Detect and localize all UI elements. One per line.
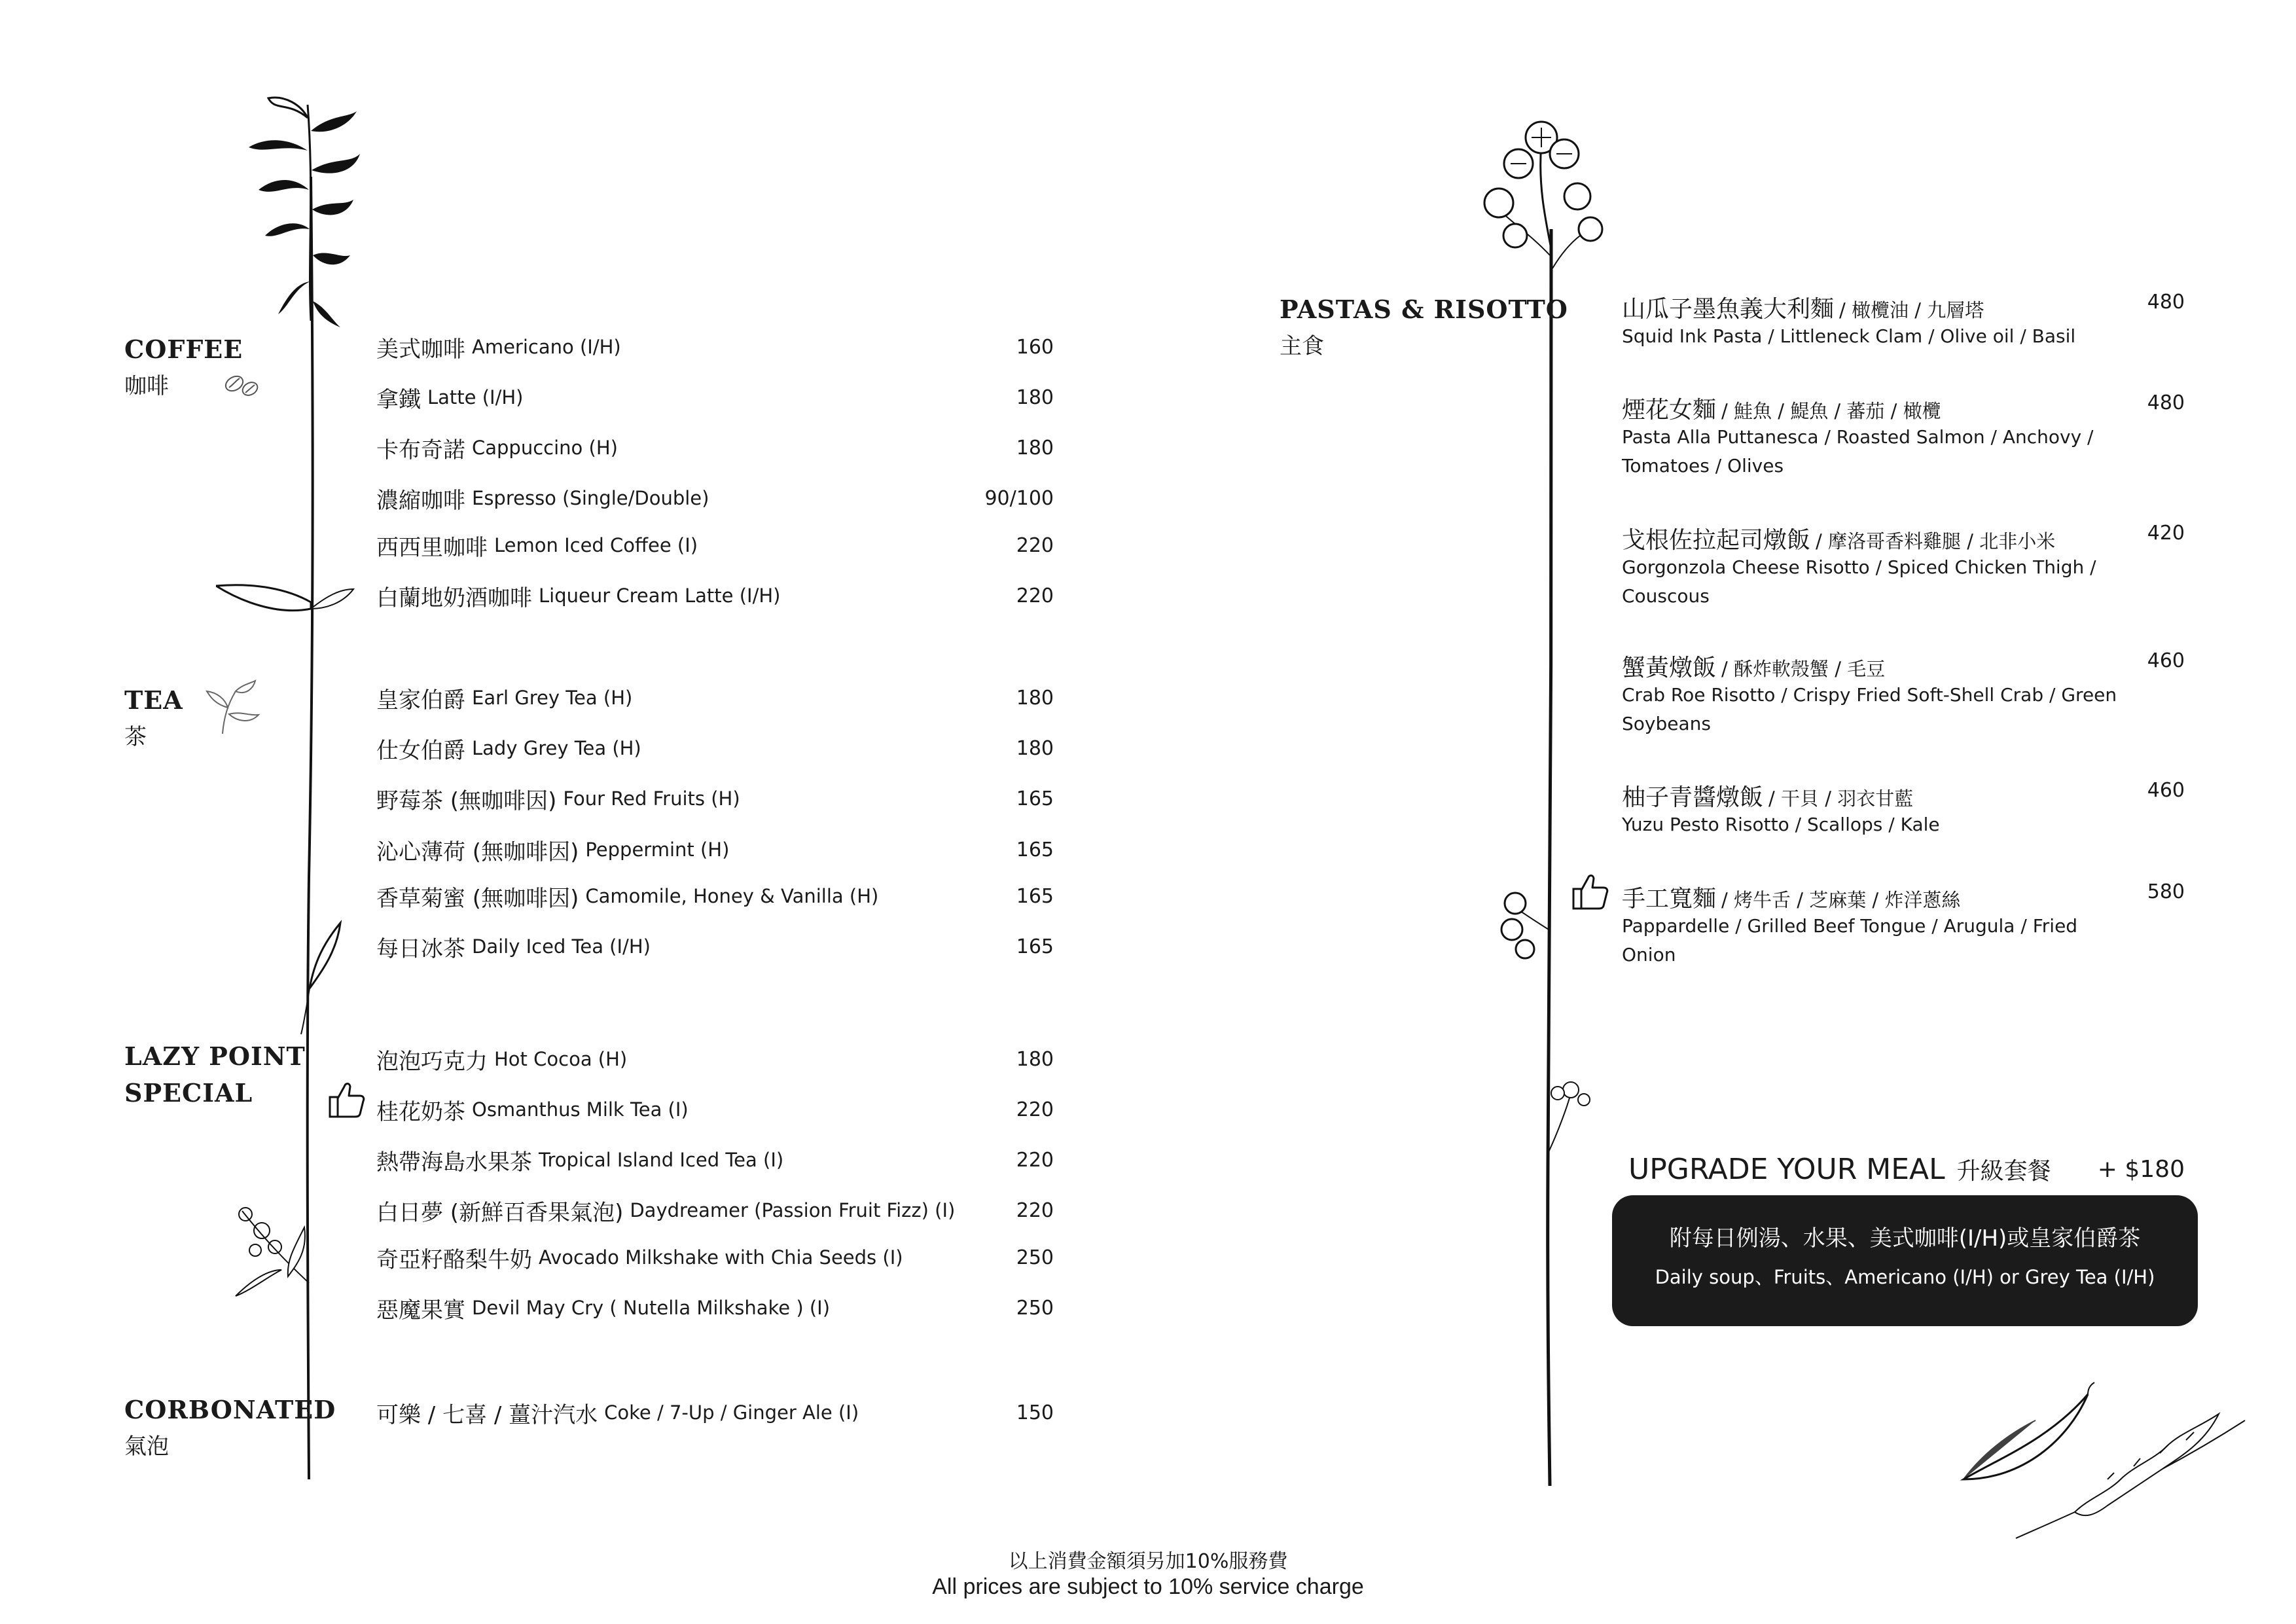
item-name-en: Coke / 7-Up / Ginger Ale (I)	[604, 1401, 859, 1424]
item-name-zh: 手工寬麵	[1622, 886, 1717, 912]
item-name-en: Avocado Milkshake with Chia Seeds (I)	[539, 1246, 903, 1269]
menu-item	[1622, 880, 2185, 969]
item-name-zh: 皇家伯爵	[376, 687, 465, 713]
item-price: 580	[2147, 880, 2185, 903]
upgrade-info-box	[1612, 1195, 2198, 1326]
item-name-en: Gorgonzola Cheese Risotto / Spiced Chicken Thigh / Couscous	[1622, 556, 2096, 607]
item-price: 180	[1016, 386, 1054, 409]
item-name-en: Daily Iced Tea (I/H)	[472, 935, 651, 958]
upgrade-title-zh: 升級套餐	[1956, 1157, 2051, 1185]
item-name-zh: 蟹黃燉飯	[1622, 655, 1717, 681]
item-price: 165	[1016, 884, 1054, 908]
item-price: 420	[2147, 522, 2185, 545]
item-name-zh: 香草菊蜜 (無咖啡因)	[376, 885, 579, 912]
upgrade-desc-en: Daily soup、Fruits、Americano (I/H) or Grey Tea (I/H)	[1655, 1266, 2155, 1288]
item-price: 180	[1016, 436, 1054, 460]
menu-item	[376, 1041, 1054, 1077]
item-name-en: Lemon Iced Coffee (I)	[494, 534, 698, 556]
item-name-en: Espresso (Single/Double)	[472, 487, 709, 509]
footer-note-zh: 以上消費金額須另加10%服務費	[1008, 1550, 1288, 1573]
section-special	[124, 1038, 306, 1111]
item-name-zh: 濃縮咖啡	[376, 487, 465, 514]
item-name-en: Earl Grey Tea (H)	[472, 687, 633, 709]
item-name-en: Four Red Fruits (H)	[563, 787, 740, 810]
item-name-zh: 沁心薄荷 (無咖啡因)	[376, 839, 579, 865]
item-name-zh: 惡魔果實	[376, 1297, 465, 1324]
item-name-zh: 可樂 / 七喜 / 薑汁汽水	[376, 1401, 598, 1428]
item-price: 165	[1016, 935, 1054, 958]
item-name-zh: 仕女伯爵	[376, 737, 465, 764]
item-name-en: Crab Roe Risotto / Crispy Fried Soft-Shell Crab / Green Soybeans	[1622, 684, 2117, 734]
arugula-illustration	[1957, 1381, 2258, 1551]
item-name-zh: 每日冰茶	[376, 935, 465, 962]
section-title: COFFEE	[124, 334, 243, 364]
item-price: 460	[2147, 649, 2185, 672]
section-pastas	[1280, 291, 1568, 360]
item-price: 150	[1016, 1401, 1054, 1424]
menu-item	[376, 577, 1054, 614]
item-name-zh: 西西里咖啡	[376, 534, 488, 561]
menu-item	[376, 1142, 1054, 1178]
item-name-en: Pasta Alla Puttanesca / Roasted Salmon / Anchovy / Tomatoes / Olives	[1622, 426, 2094, 477]
item-price: 180	[1016, 736, 1054, 760]
item-name-zh: 戈根佐拉起司燉飯	[1622, 527, 1811, 554]
item-price: 220	[1016, 533, 1054, 557]
item-name-en: Hot Cocoa (H)	[494, 1048, 628, 1070]
item-name-en: Squid Ink Pasta / Littleneck Clam / Olive oil / Basil	[1622, 325, 2076, 347]
item-price: 480	[2147, 291, 2185, 314]
item-desc-zh: / 摩洛哥香料雞腿 / 北非小米	[1816, 530, 2056, 552]
upgrade-desc-zh: 附每日例湯、水果、美式咖啡(I/H)或皇家伯爵茶	[1669, 1225, 2141, 1252]
item-name-zh: 柚子青醬燉飯	[1622, 784, 1764, 811]
upgrade-title: UPGRADE YOUR MEAL	[1628, 1152, 1945, 1186]
item-name-zh: 熱帶海島水果茶	[376, 1149, 532, 1176]
menu-item	[376, 831, 1054, 868]
menu-item	[376, 527, 1054, 564]
section-title-line1: LAZY POINT	[124, 1041, 306, 1071]
item-name-zh: 白日夢 (新鮮百香果氣泡)	[376, 1199, 624, 1226]
item-name-en: Daydreamer (Passion Fruit Fizz) (I)	[630, 1199, 956, 1221]
item-desc-zh: / 干貝 / 羽衣甘藍	[1768, 787, 1914, 810]
item-name-en: Peppermint (H)	[585, 839, 730, 861]
item-desc-zh: / 橄欖油 / 九層塔	[1839, 299, 1984, 321]
menu-item	[376, 928, 1054, 965]
item-name-zh: 泡泡巧克力	[376, 1048, 488, 1075]
thumbs-up-icon	[1571, 872, 1609, 911]
item-name-zh: 煙花女麵	[1622, 397, 1717, 424]
menu-item	[1622, 649, 2185, 738]
menu-item	[376, 1192, 1054, 1229]
section-carbonated	[124, 1392, 336, 1460]
item-price: 220	[1016, 1098, 1054, 1121]
item-price: 180	[1016, 686, 1054, 710]
menu-item	[1622, 522, 2185, 611]
item-name-zh: 美式咖啡	[376, 336, 465, 363]
footer-note-en: All prices are subject to 10% service charge	[932, 1574, 1364, 1599]
coffee-beans-icon	[221, 370, 262, 399]
item-price: 180	[1016, 1047, 1054, 1071]
menu-item	[1622, 291, 2185, 351]
menu-item	[376, 1239, 1054, 1276]
menu-item	[376, 679, 1054, 716]
item-name-en: Americano (I/H)	[472, 336, 621, 358]
section-title-zh: 茶	[124, 724, 147, 750]
menu-item	[376, 780, 1054, 817]
thumbs-up-icon	[327, 1080, 365, 1119]
item-name-zh: 卡布奇諾	[376, 437, 465, 463]
tea-leaf-icon	[203, 678, 262, 737]
item-name-en: Pappardelle / Grilled Beef Tongue / Arugula / Fried Onion	[1622, 915, 2078, 965]
menu-item	[376, 1091, 1054, 1128]
item-name-en: Liqueur Cream Latte (I/H)	[539, 585, 781, 607]
item-name-en: Lady Grey Tea (H)	[472, 737, 641, 759]
section-title: TEA	[124, 685, 183, 715]
upgrade-price: + $180	[2097, 1155, 2185, 1183]
item-name-zh: 山瓜子墨魚義大利麵	[1622, 296, 1835, 323]
item-price: 250	[1016, 1246, 1054, 1269]
menu-item	[376, 429, 1054, 466]
section-title-line2: SPECIAL	[124, 1078, 253, 1108]
item-price: 220	[1016, 584, 1054, 607]
item-desc-zh: / 酥炸軟殼蟹 / 毛豆	[1721, 658, 1886, 680]
menu-item	[376, 878, 1054, 914]
item-name-zh: 桂花奶茶	[376, 1098, 465, 1125]
menu-item	[376, 480, 1054, 516]
item-name-zh: 白蘭地奶酒咖啡	[376, 585, 532, 611]
upgrade-header	[1628, 1149, 2185, 1189]
item-desc-zh: / 鮭魚 / 鯷魚 / 蕃茄 / 橄欖	[1721, 400, 1941, 422]
item-name-en: Yuzu Pesto Risotto / Scallops / Kale	[1622, 814, 1940, 835]
item-name-zh: 野莓茶 (無咖啡因)	[376, 787, 557, 814]
item-name-en: Cappuccino (H)	[472, 437, 618, 459]
section-title-zh: 氣泡	[124, 1434, 169, 1460]
menu-item	[376, 1290, 1054, 1326]
menu-item	[1622, 779, 2185, 839]
item-price: 220	[1016, 1148, 1054, 1172]
section-tea	[124, 682, 183, 751]
section-title-zh: 咖啡	[124, 373, 169, 399]
menu-item	[376, 329, 1054, 365]
left-branch-illustration	[216, 92, 386, 1486]
item-name-en: Tropical Island Iced Tea (I)	[539, 1149, 784, 1171]
item-price: 250	[1016, 1296, 1054, 1320]
menu-item	[376, 1394, 1054, 1431]
item-price: 480	[2147, 391, 2185, 414]
item-desc-zh: / 烤牛舌 / 芝麻葉 / 炸洋蔥絲	[1721, 889, 1961, 911]
section-title: CORBONATED	[124, 1395, 336, 1424]
item-name-en: Camomile, Honey & Vanilla (H)	[585, 885, 879, 907]
item-price: 160	[1016, 335, 1054, 359]
item-price: 460	[2147, 779, 2185, 802]
section-title: PASTAS & RISOTTO	[1280, 295, 1568, 324]
menu-item	[376, 379, 1054, 416]
item-price: 90/100	[984, 486, 1054, 510]
menu-item	[1622, 391, 2185, 480]
menu-item	[376, 730, 1054, 767]
item-name-zh: 奇亞籽酪梨牛奶	[376, 1246, 532, 1273]
item-name-zh: 拿鐵	[376, 386, 421, 413]
item-name-en: Devil May Cry ( Nutella Milkshake ) (I)	[472, 1297, 831, 1319]
item-name-en: Latte (I/H)	[427, 386, 524, 408]
item-price: 165	[1016, 787, 1054, 810]
section-title-zh: 主食	[1280, 333, 1324, 359]
item-price: 165	[1016, 838, 1054, 861]
item-price: 220	[1016, 1199, 1054, 1222]
item-name-en: Osmanthus Milk Tea (I)	[472, 1098, 689, 1121]
